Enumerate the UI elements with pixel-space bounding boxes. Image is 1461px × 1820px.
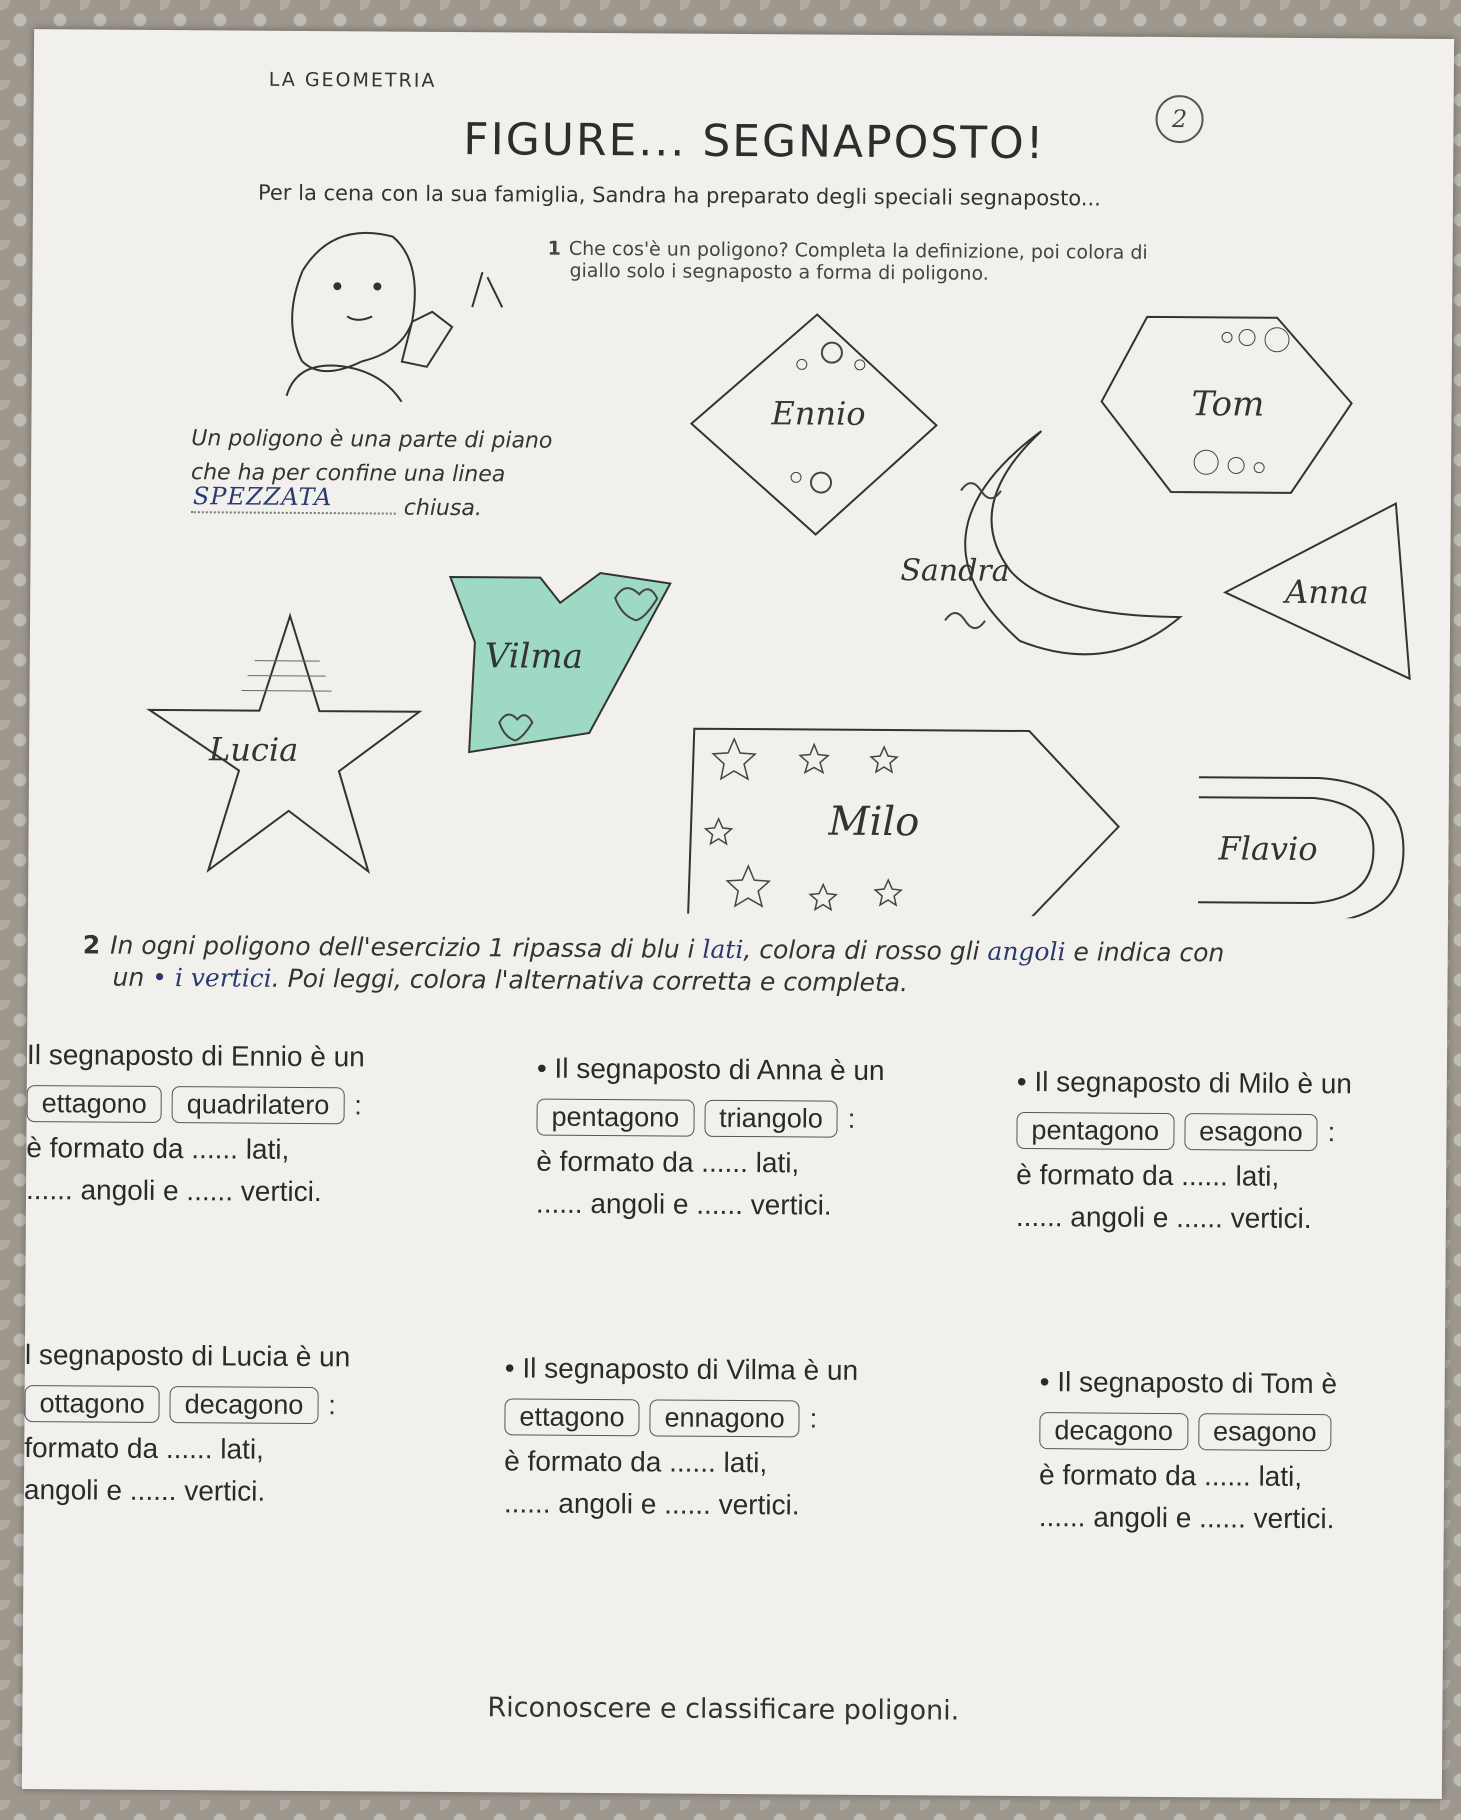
options <box>1016 1112 1351 1151</box>
card-vilma <box>449 572 670 754</box>
worksheet-page <box>22 29 1454 1799</box>
colon: : <box>1327 1117 1336 1148</box>
option-1[interactable]: ettagono <box>504 1398 639 1436</box>
option-1[interactable]: ettagono <box>27 1085 162 1123</box>
ex2-text-d: un <box>112 962 145 992</box>
card-flavio-name: Flavio <box>1218 829 1318 869</box>
definition-end: chiusa. <box>403 495 482 522</box>
ex2-text-e: . Poi leggi, colora l'alternativa corretta e completa. <box>271 963 909 998</box>
card-tom-name: Tom <box>1191 384 1265 425</box>
angles-line: ...... angoli e ...... vertici. <box>503 1487 800 1521</box>
question-head: • Il segnaposto di Anna è un <box>536 1052 885 1087</box>
card-ennio-name: Ennio <box>771 394 866 433</box>
card-milo-name: Milo <box>828 798 920 846</box>
option-2[interactable]: triangolo <box>704 1100 838 1138</box>
section-label: LA GEOMETRIA <box>268 68 437 92</box>
page-number: 2 <box>1155 95 1203 143</box>
card-milo <box>688 729 1119 919</box>
question-vilma <box>504 1352 858 1521</box>
footer-caption: Riconoscere e classificare poligoni. <box>487 1692 960 1727</box>
sides-line: è formato da ...... lati, <box>504 1445 768 1479</box>
hand-lati: lati <box>702 934 744 965</box>
sides-line: è formato da ...... lati, <box>26 1132 290 1165</box>
question-anna <box>536 1053 885 1222</box>
card-vilma-name: Vilma <box>484 636 584 677</box>
card-lucia <box>148 615 420 872</box>
card-flavio <box>1198 777 1404 919</box>
option-2[interactable]: ennagono <box>649 1399 799 1437</box>
definition-block <box>191 422 553 527</box>
card-anna-name: Anna <box>1285 572 1369 612</box>
sides-line: formato da ...... lati, <box>24 1432 265 1465</box>
option-2[interactable]: quadrilatero <box>172 1086 345 1124</box>
angles-line: ...... angoli e ...... vertici. <box>25 1174 322 1208</box>
ex2-text-b: , colora di rosso gli <box>743 935 980 966</box>
option-2[interactable]: esagono <box>1184 1113 1318 1151</box>
option-1[interactable]: ottagono <box>24 1385 159 1423</box>
question-ennio <box>26 1039 365 1208</box>
angles-line: ...... angoli e ...... vertici. <box>1015 1200 1312 1235</box>
option-1[interactable]: decagono <box>1039 1412 1188 1450</box>
option-2[interactable]: esagono <box>1198 1413 1332 1451</box>
card-lucia-name: Lucia <box>209 730 299 769</box>
page-title: FIGURE... SEGNAPOSTO! <box>463 114 1046 170</box>
hand-vertici: • i vertici <box>152 962 272 993</box>
question-head: • Il segnaposto di Vilma è un <box>504 1352 859 1386</box>
intro-text: Per la cena con la sua famiglia, Sandra ha preparato degli speciali segnaposto... <box>257 180 1101 211</box>
options <box>1039 1412 1341 1451</box>
sides-line: è formato da ...... lati, <box>1016 1158 1280 1192</box>
answer-blank[interactable] <box>191 482 396 514</box>
exercise-1-number: 1 <box>547 237 561 260</box>
exercise-2-number: 2 <box>82 930 101 960</box>
girl-illustration <box>287 232 503 402</box>
question-milo <box>1016 1066 1352 1235</box>
sides-line: è formato da ...... lati, <box>536 1145 800 1179</box>
sides-line: è formato da ...... lati, <box>1038 1459 1303 1492</box>
hand-angoli: angoli <box>987 936 1066 967</box>
option-1[interactable]: pentagono <box>1016 1112 1174 1150</box>
options <box>536 1099 884 1138</box>
definition-line2: che ha per confine una linea <box>190 460 506 488</box>
exercise-1-line2: giallo solo i segnaposto a forma di poligono. <box>569 259 989 285</box>
question-lucia <box>24 1339 351 1508</box>
exercise-2-instruction <box>82 929 1412 1002</box>
option-2[interactable]: decagono <box>170 1386 319 1424</box>
question-head: • Il segnaposto di Milo è un <box>1016 1065 1353 1100</box>
question-head: Il segnaposto di Ennio è un <box>26 1039 365 1073</box>
card-sandra <box>900 430 1182 655</box>
angles-line: ...... angoli e ...... vertici. <box>535 1187 832 1221</box>
options <box>27 1085 365 1124</box>
definition-line1: Un poligono è una parte di piano <box>191 426 553 454</box>
colon: : <box>354 1090 362 1121</box>
question-tom <box>1039 1366 1342 1535</box>
ex2-text-a: In ogni poligono dell'esercizio 1 ripassa di blu i <box>110 930 695 964</box>
angles-line: angoli e ...... vertici. <box>23 1474 266 1507</box>
question-head: l segnaposto di Lucia è un <box>24 1339 351 1373</box>
option-1[interactable]: pentagono <box>536 1099 694 1137</box>
colon: : <box>809 1403 818 1434</box>
options <box>24 1385 350 1424</box>
colon: : <box>847 1103 856 1134</box>
ex2-text-c: e indica con <box>1073 937 1225 968</box>
card-tom <box>1101 317 1352 494</box>
handwritten-answer: SPEZZATA <box>192 482 333 512</box>
card-sandra-name: Sandra <box>900 553 1010 589</box>
card-anna <box>1225 502 1411 678</box>
options <box>504 1398 858 1437</box>
angles-line: ...... angoli e ...... vertici. <box>1038 1501 1335 1535</box>
card-ennio <box>691 314 938 536</box>
exercise-1-line1: Che cos'è un poligono? Completa la definizione, poi colora di <box>568 237 1148 264</box>
colon: : <box>328 1390 336 1421</box>
question-head: • Il segnaposto di Tom è <box>1039 1366 1338 1400</box>
